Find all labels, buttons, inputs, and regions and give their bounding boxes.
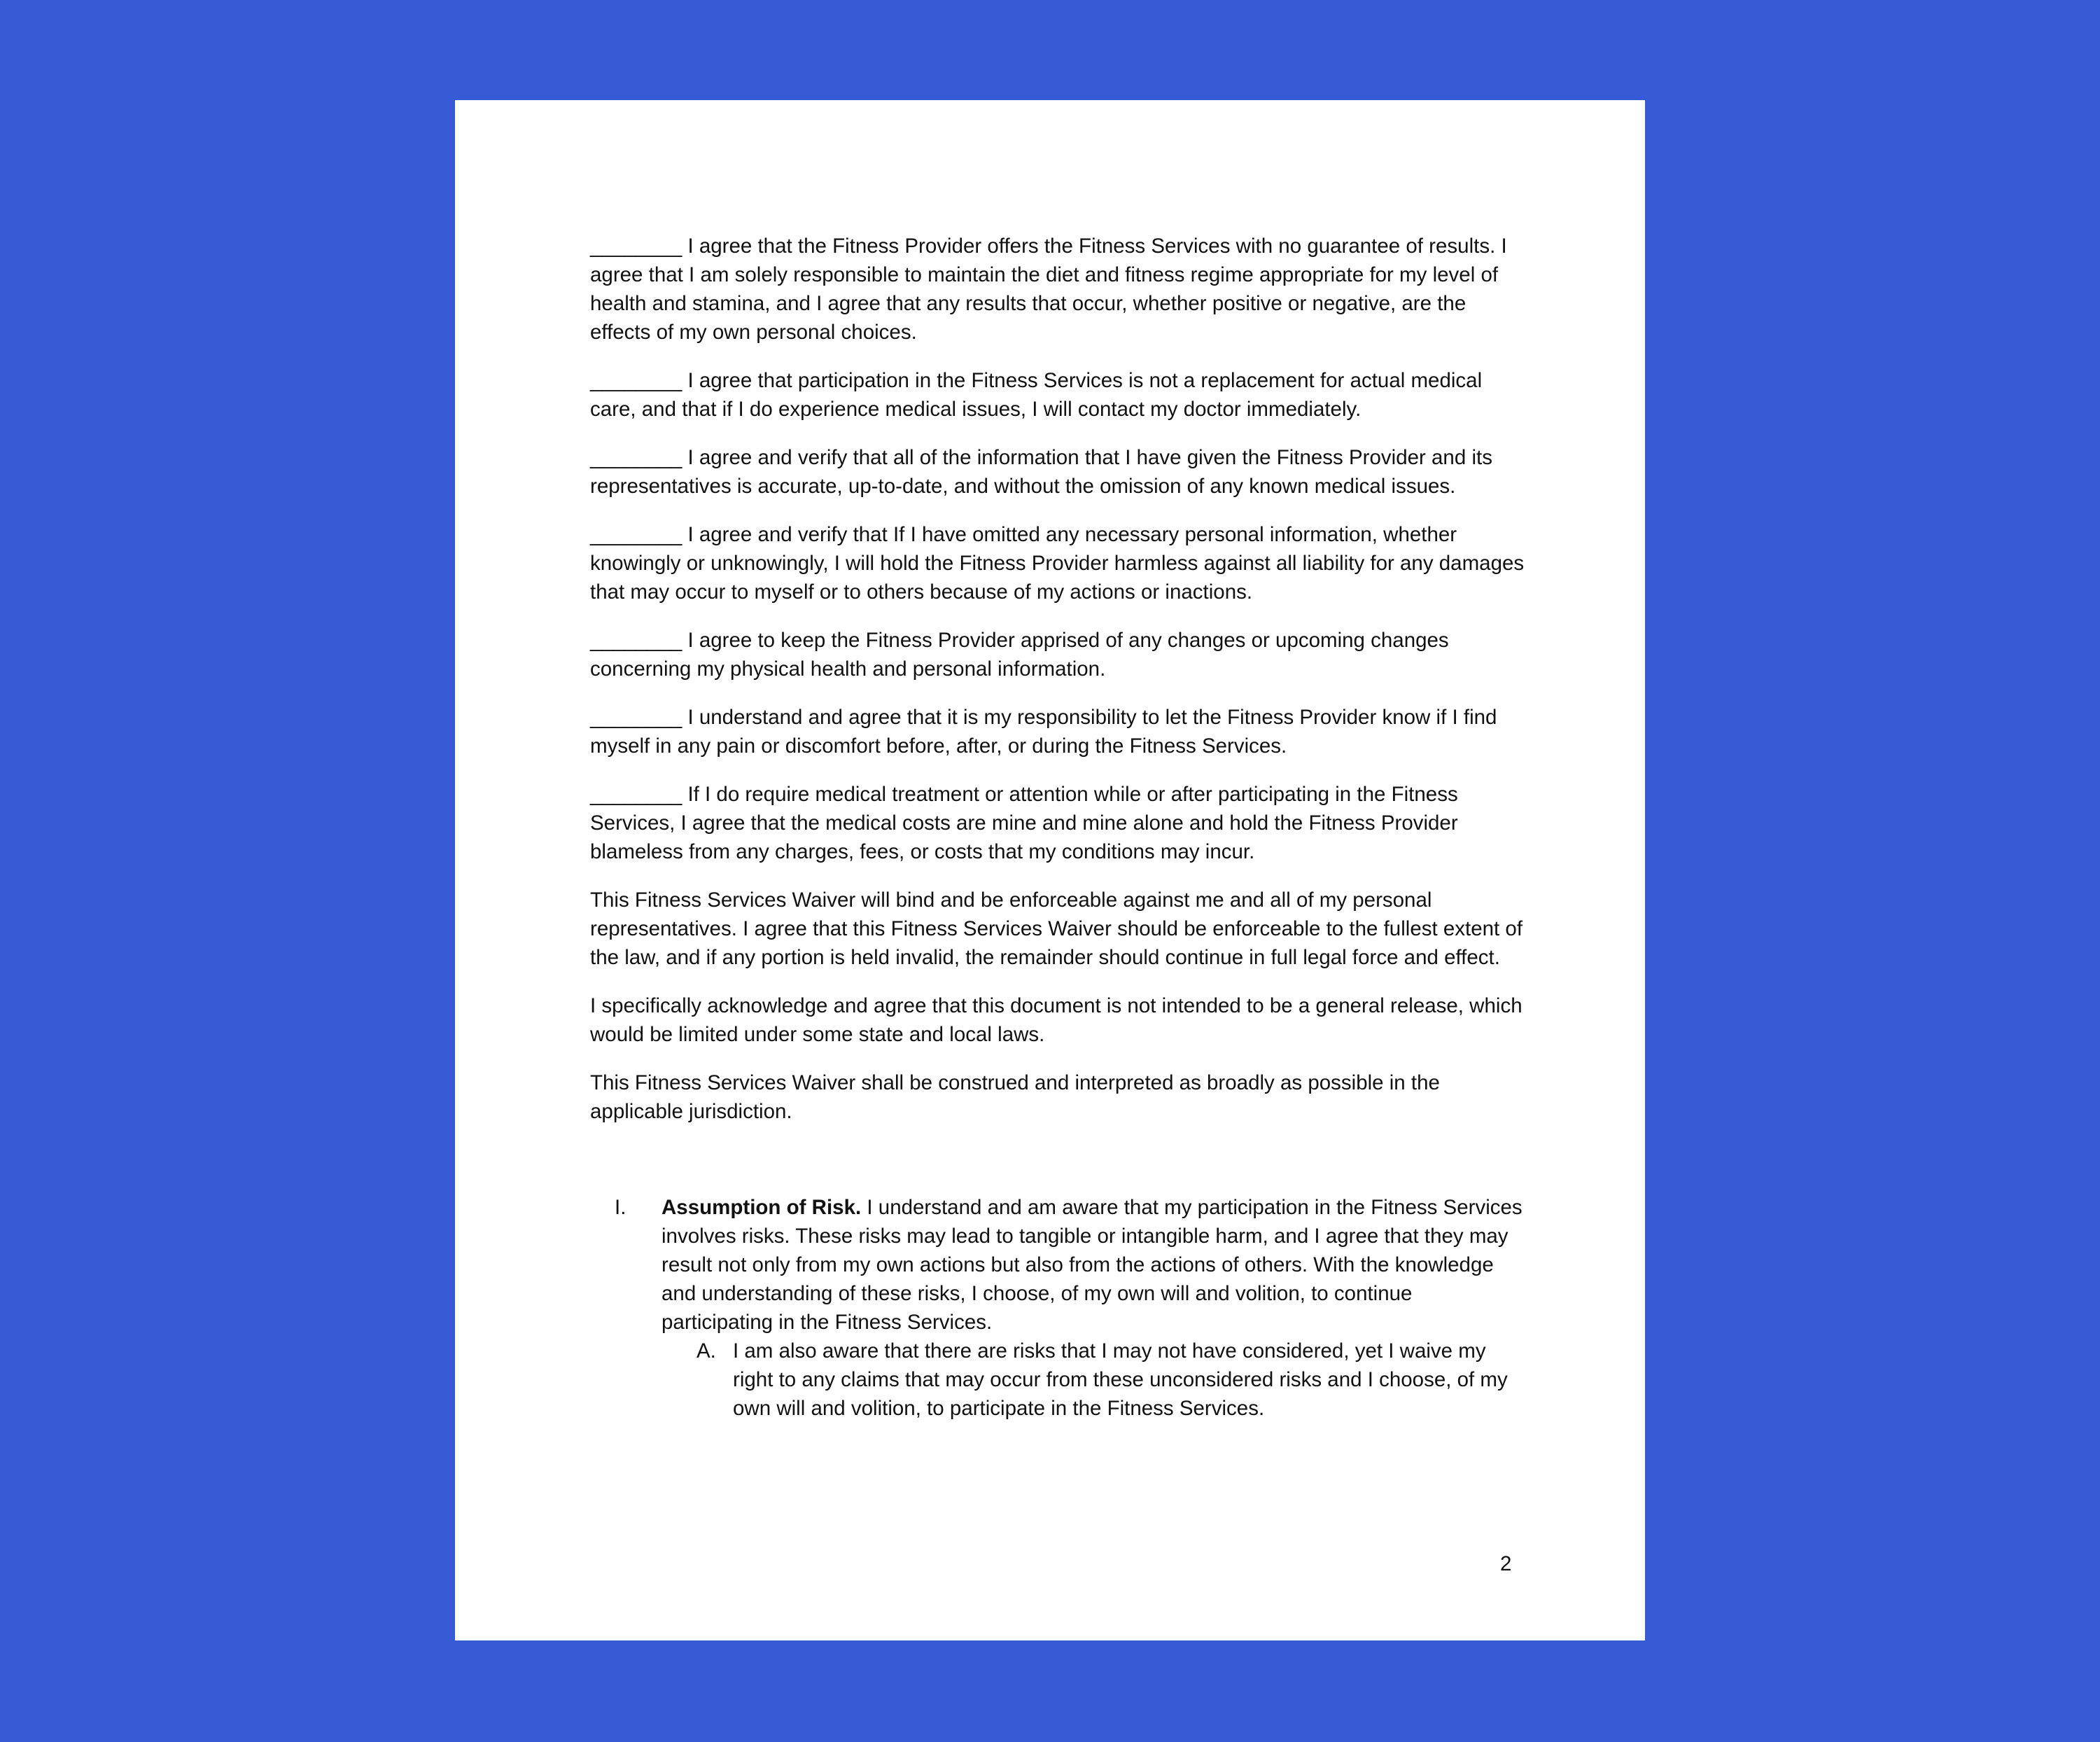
list-item-assumption-of-risk: [590, 1193, 1525, 1337]
paragraph-no-guarantee: ________ I agree that the Fitness Provider offers the Fitness Services with no guarantee of results. I agree that I am solely responsible to maintain the diet and fitness regime appropriate for my level of health and stamina, and I agree that any results that occur, whether positive or negative, are the effects of my own personal choices.: [590, 235, 1507, 344]
section-body: I understand and am aware that my participation in the Fitness Services involves risks. These risks may lead to tangible or intangible harm, and I agree that they may result not only from my own actions but also from the actions of others. With the knowledge and understanding of these risks, I choose, of my own will and volition, to continue participating in the Fitness Services.: [662, 1196, 1522, 1334]
paragraph-not-general-release: I specifically acknowledge and agree that this document is not intended to be a general release, which would be limited under some state and local laws.: [590, 994, 1522, 1046]
document-page: [455, 100, 1645, 1640]
paragraph-not-medical-care: ________ I agree that participation in the Fitness Services is not a replacement for actual medical care, and that if I do experience medical issues, I will contact my doctor immediately.: [590, 369, 1483, 421]
paragraph-keep-apprised: ________ I agree to keep the Fitness Provider apprised of any changes or upcoming changes concerning my physical health and personal information.: [590, 629, 1449, 681]
sub-list-text: I am also aware that there are risks that I may not have considered, yet I waive my right to any claims that may occur from these unconsidered risks and I choose, of my own will and volition, to participate in the Fitness Services.: [733, 1339, 1508, 1420]
paragraph-medical-costs: ________ If I do require medical treatment or attention while or after participating in the Fitness Services, I agree that the medical costs are mine and mine alone and hold the Fitness Provider blameless from any charges, fees, or costs that my conditions may incur.: [590, 783, 1458, 863]
sub-list-marker: A.: [696, 1339, 716, 1363]
paragraph-construed-broadly: This Fitness Services Waiver shall be construed and interpreted as broadly as possible in the applicable jurisdiction.: [590, 1071, 1440, 1123]
paragraph-omitted-information: ________ I agree and verify that If I have omitted any necessary personal information, whether knowingly or unknowingly, I will hold the Fitness Provider harmless against all liability for any damages that may occur to myself or to others because of my actions or inactions.: [590, 523, 1525, 604]
paragraph-enforceable: This Fitness Services Waiver will bind and be enforceable against me and all of my personal representatives. I agree that this Fitness Services Waiver should be enforceable to the fullest extent of the law, and if any portion is held invalid, the remainder should continue in full legal force and effect.: [590, 889, 1523, 969]
section-heading: Assumption of Risk.: [662, 1196, 862, 1219]
list-marker: I.: [615, 1196, 626, 1219]
numbered-list: [590, 1193, 1525, 1423]
page-number: 2: [1500, 1552, 1512, 1575]
document-body: [590, 232, 1525, 1423]
sub-list-item-unconsidered-risks: [590, 1337, 1525, 1423]
paragraph-information-accurate: ________ I agree and verify that all of the information that I have given the Fitness Provider and its representatives is accurate, up-to-date, and without the omission of any known medical issues.: [590, 446, 1492, 498]
paragraph-report-pain: ________ I understand and agree that it is my responsibility to let the Fitness Provider know if I find myself in any pain or discomfort before, after, or during the Fitness Services.: [590, 706, 1497, 758]
